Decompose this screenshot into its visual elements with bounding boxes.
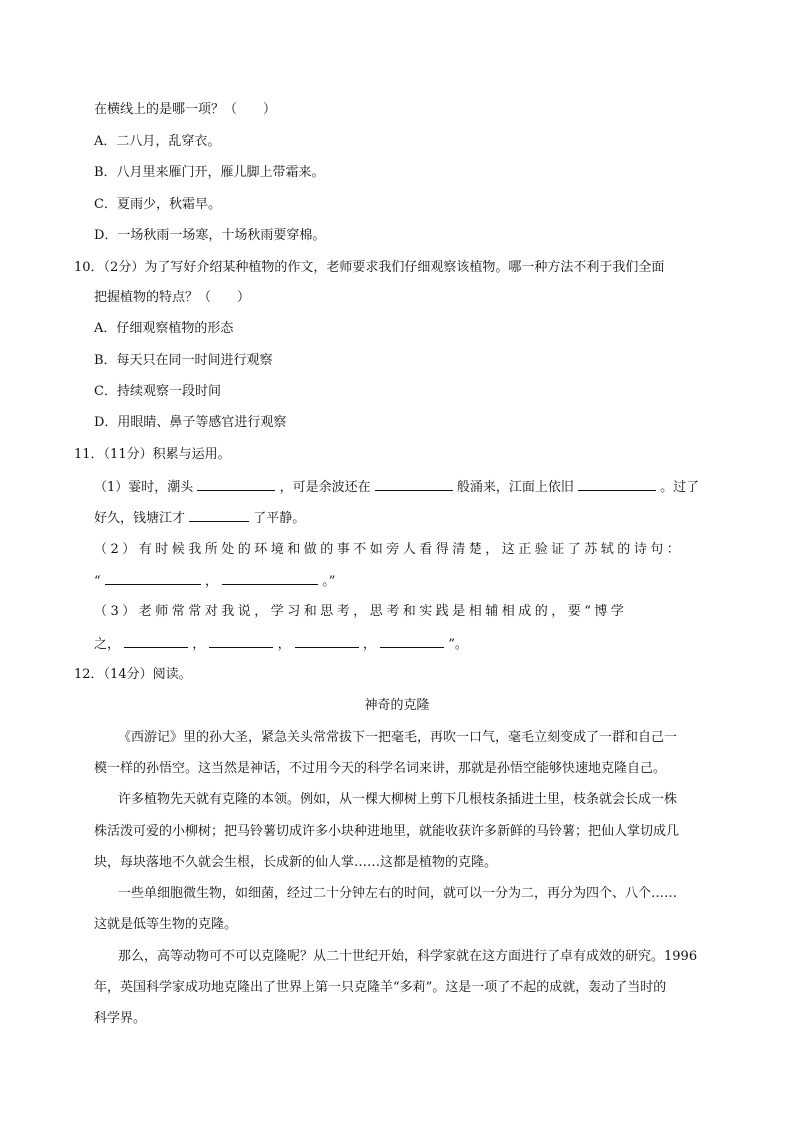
q11-part3-line1: （3）老师常常对我说，学习和思考，思考和实践是相辅相成的，要“博学 [94, 604, 628, 619]
answer-blank[interactable] [375, 478, 453, 491]
q10-stem-line2: 把握植物的特点？（ ） [94, 290, 251, 305]
q11-part1-text-f: 了平静。 [253, 511, 306, 526]
q11-part2-close-quote: 。” [322, 574, 336, 589]
passage-para4-line1: 那么，高等动物可不可以克隆呢？从二十世纪开始，科学家就在这方面进行了卓有成效的研究。1996 [118, 949, 698, 964]
q11-part2-line1: （2）有时候我所处的环境和做的事不如旁人看得清楚，这正验证了苏轼的诗句： [94, 542, 684, 557]
q9-option-d: D．一场秋雨一场寒，十场秋雨要穿棉。 [94, 228, 326, 243]
q11-part3-comma: ， [192, 637, 206, 652]
q11-part3-start: 之， [94, 637, 121, 652]
answer-blank[interactable] [124, 635, 188, 648]
passage-para2-line1: 许多植物先天就有克隆的本领。例如，从一棵大柳树上剪下几根枝条插进土里，枝条就会长成一株 [118, 792, 678, 807]
q11-part3-line2 [94, 635, 468, 654]
q9-stem-tail: 在横线上的是哪一项？（ ） [94, 102, 277, 117]
q11-part3-comma: ， [362, 637, 376, 652]
passage-para3-line1: 一些单细胞微生物，如细菌，经过二十分钟左右的时间，就可以一分为二，再分为四个、八个…… [118, 886, 678, 901]
passage-para3-line2: 这就是低等生物的克隆。 [94, 917, 238, 932]
answer-blank[interactable] [380, 635, 444, 648]
q11-part1-line2 [94, 509, 305, 528]
q11-part2-line2 [94, 572, 335, 591]
answer-blank[interactable] [222, 572, 318, 585]
q11-stem: 11．（11分）积累与运用。 [74, 447, 231, 462]
q11-part1-text-e: 好久，钱塘江才 [94, 511, 186, 526]
answer-blank[interactable] [295, 635, 359, 648]
q10-option-a: A．仔细观察植物的形态 [94, 321, 234, 336]
q11-part1-line1 [94, 478, 699, 497]
answer-blank[interactable] [209, 635, 273, 648]
q9-option-a: A．二八月，乱穿衣。 [94, 134, 221, 149]
q10-stem-line1: 10．（2分）为了写好介绍某种植物的作文，老师要求我们仔细观察该植物。哪一种方法不利于我们全面 [74, 260, 665, 275]
passage-para2-line3: 块，每块落地不久就会生根，长成新的仙人掌……这都是植物的克隆。 [94, 855, 498, 870]
q10-option-b: B．每天只在同一时间进行观察 [94, 353, 273, 368]
passage-title: 神奇的克隆 [364, 698, 430, 713]
q9-option-b: B．八月里来雁门开，雁儿脚上带霜来。 [94, 165, 325, 180]
q11-part1-text-a: （1）霎时，潮头 [94, 480, 194, 495]
passage-para4-line2: 年，英国科学家成功地克隆出了世界上第一只克隆羊“多莉”。这是一项了不起的成就，轰动了当时的 [94, 980, 667, 995]
q11-part1-text-b: ，可是余波还在 [279, 480, 371, 495]
q10-option-c: C．持续观察一段时间 [94, 384, 221, 399]
q11-part2-comma: ， [204, 574, 218, 589]
q9-option-c: C．夏雨少，秋霜早。 [94, 197, 221, 212]
q10-option-d: D．用眼睛、鼻子等感官进行观察 [94, 415, 287, 430]
passage-para1-line1: 《西游记》里的孙大圣，紧急关头常常拔下一把毫毛，再吹一口气，毫毛立刻变成了一群和自己一 [118, 730, 678, 745]
passage-para2-line2: 株活泼可爱的小柳树；把马铃薯切成许多小块种进地里，就能收获许多新鲜的马铃薯；把仙人掌切成几 [94, 824, 680, 839]
q11-part3-end: ”。 [448, 637, 468, 652]
answer-blank[interactable] [189, 509, 249, 522]
passage-para4-line3: 科学界。 [94, 1011, 147, 1026]
q11-part1-text-d: 。过了 [660, 480, 700, 495]
q12-stem: 12．（14分）阅读。 [74, 667, 192, 682]
answer-blank[interactable] [105, 572, 201, 585]
q11-part2-open-quote: “ [94, 574, 101, 589]
q11-part3-comma: ， [277, 637, 291, 652]
q11-part1-text-c: 般涌来，江面上依旧 [456, 480, 574, 495]
answer-blank[interactable] [197, 478, 275, 491]
passage-para1-line2: 模一样的孙悟空。这当然是神话，不过用今天的科学名词来讲，那就是孙悟空能够快速地克隆自己。 [94, 761, 667, 776]
answer-blank[interactable] [578, 478, 656, 491]
